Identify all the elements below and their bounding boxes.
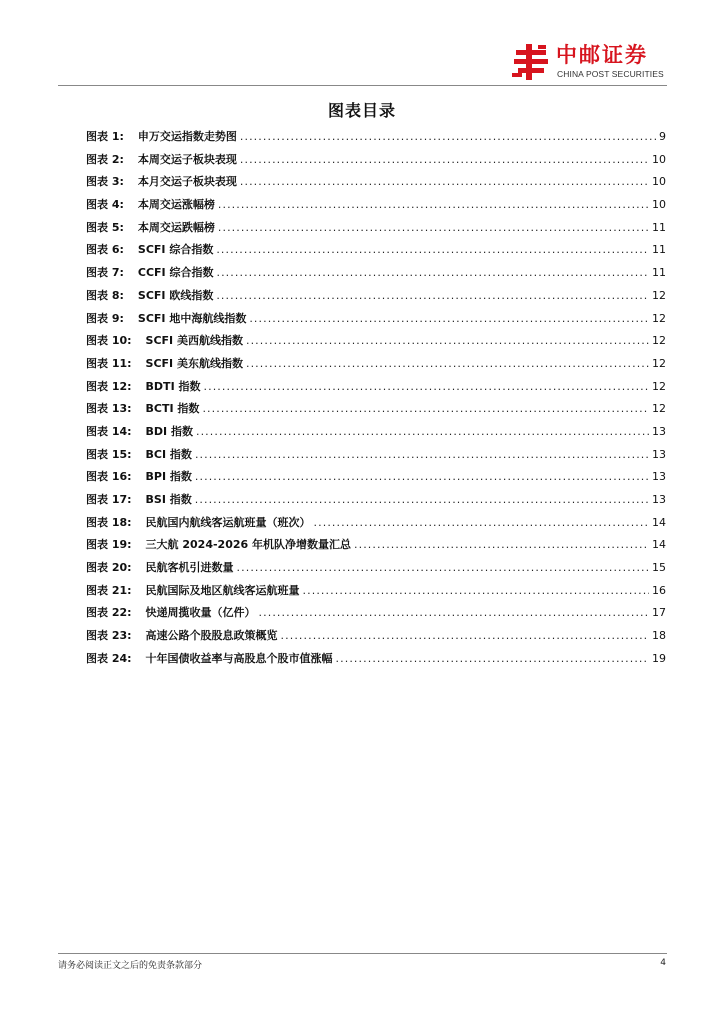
- toc-entry-title: 本周交运子板块表现: [137, 152, 237, 166]
- toc-dot-leader: [216, 243, 649, 256]
- toc-dot-leader: [202, 402, 649, 415]
- toc-entry-page: 11: [652, 220, 666, 234]
- toc-entry-label: 图表 24:: [86, 651, 132, 665]
- toc-entry[interactable]: [86, 536, 666, 559]
- toc-entry-title: BSI 指数: [145, 493, 192, 506]
- toc-entry-label: 图表 21:: [86, 583, 132, 597]
- header-divider: [58, 85, 667, 86]
- toc-entry[interactable]: [86, 173, 666, 196]
- toc-dot-leader: [240, 153, 649, 166]
- company-logo: [512, 42, 672, 82]
- toc-entry-title: 民航国内航线客运航班量（班次）: [145, 515, 311, 529]
- toc-entry-label: 图表 12:: [86, 379, 132, 393]
- toc-entry-label: 图表 1:: [86, 130, 124, 143]
- toc-entry-page: 13: [652, 424, 666, 438]
- toc-dot-leader: [196, 425, 649, 438]
- toc-entry-page: 19: [652, 651, 666, 665]
- toc-entry[interactable]: [86, 196, 666, 219]
- toc-entry-title: BPI 指数: [145, 470, 192, 484]
- toc-entry[interactable]: [86, 423, 666, 446]
- toc-entry[interactable]: [86, 219, 666, 242]
- toc-entry-page: 13: [652, 493, 666, 506]
- toc-entry[interactable]: [86, 400, 666, 423]
- toc-entry-title: 三大航 2024-2026 年机队净增数量汇总: [145, 538, 352, 552]
- toc-entry[interactable]: [86, 310, 666, 333]
- toc-entry-page: 14: [652, 538, 666, 552]
- china-post-logo-icon: [512, 42, 552, 82]
- toc-entry-label: 图表 9:: [86, 311, 124, 325]
- toc-entry[interactable]: [86, 559, 666, 582]
- toc-entry-page: 9: [659, 130, 666, 143]
- toc-dot-leader: [240, 175, 649, 188]
- toc-entry-page: 11: [652, 243, 666, 257]
- toc-dot-leader: [195, 448, 649, 461]
- toc-entry-page: 10: [652, 175, 666, 189]
- toc-entry-page: 10: [652, 152, 666, 166]
- toc-entry-title: 快递周揽收量（亿件）: [145, 606, 256, 620]
- toc-entry-page: 12: [652, 379, 666, 393]
- toc-entry-page: 13: [652, 447, 666, 461]
- toc-dot-leader: [336, 652, 649, 665]
- toc-entry[interactable]: [86, 287, 666, 310]
- footer-divider: [58, 953, 667, 954]
- toc-dot-leader: [218, 198, 649, 211]
- toc-entry-title: 高速公路个股股息政策概览: [145, 629, 278, 643]
- toc-dot-leader: [218, 221, 649, 234]
- toc-dot-leader: [249, 312, 649, 325]
- toc-entry-label: 图表 7:: [86, 266, 124, 280]
- toc-entry-label: 图表 10:: [86, 334, 132, 348]
- toc-dot-leader: [216, 289, 649, 302]
- toc-entry-label: 图表 22:: [86, 606, 132, 620]
- toc-entry-page: 11: [652, 266, 666, 280]
- toc-dot-leader: [246, 357, 649, 370]
- toc-entry-page: 12: [652, 402, 666, 416]
- toc-entry-title: SCFI 欧线指数: [137, 288, 214, 302]
- toc-entry-page: 12: [652, 356, 666, 370]
- toc-entry-page: 18: [652, 629, 666, 643]
- toc-entry-title: 十年国债收益率与高股息个股市值涨幅: [145, 651, 333, 665]
- toc-entry[interactable]: [86, 264, 666, 287]
- toc-entry-label: 图表 2:: [86, 152, 124, 166]
- toc-list: [86, 128, 666, 673]
- toc-entry[interactable]: [86, 355, 666, 378]
- toc-entry[interactable]: [86, 491, 666, 514]
- toc-entry-title: 本月交运子板块表现: [137, 175, 237, 189]
- toc-entry-title: SCFI 地中海航线指数: [137, 311, 247, 325]
- toc-entry-title: BDI 指数: [145, 424, 193, 438]
- toc-entry-title: SCFI 美东航线指数: [145, 356, 243, 370]
- toc-entry-label: 图表 16:: [86, 470, 132, 484]
- toc-entry-title: 申万交运指数走势图: [137, 130, 237, 143]
- toc-entry-label: 图表 8:: [86, 288, 124, 302]
- toc-dot-leader: [354, 538, 649, 551]
- toc-dot-leader: [240, 130, 656, 143]
- toc-entry[interactable]: [86, 241, 666, 264]
- toc-dot-leader: [303, 584, 649, 597]
- toc-entry[interactable]: [86, 604, 666, 627]
- toc-entry-title: BCTI 指数: [145, 402, 200, 416]
- toc-entry-label: 图表 17:: [86, 493, 132, 506]
- logo-english-name: CHINA POST SECURITIES: [557, 69, 664, 79]
- toc-entry[interactable]: [86, 650, 666, 673]
- toc-entry-title: 本周交运涨幅榜: [137, 198, 215, 212]
- toc-entry-page: 17: [652, 606, 666, 620]
- footer-disclaimer-note: 请务必阅读正文之后的免责条款部分: [58, 961, 203, 971]
- toc-entry-label: 图表 5:: [86, 220, 124, 234]
- toc-entry-label: 图表 20:: [86, 561, 132, 575]
- toc-entry-label: 图表 18:: [86, 515, 132, 529]
- toc-entry-page: 12: [652, 311, 666, 325]
- toc-entry[interactable]: [86, 582, 666, 605]
- toc-entry-title: 本周交运跌幅榜: [137, 220, 215, 234]
- toc-entry-title: 民航客机引进数量: [145, 561, 234, 575]
- toc-entry-page: 14: [652, 515, 666, 529]
- toc-entry-label: 图表 23:: [86, 629, 132, 643]
- toc-entry-page: 10: [652, 198, 666, 212]
- toc-dot-leader: [281, 629, 649, 642]
- toc-entry-page: 16: [652, 583, 666, 597]
- toc-dot-leader: [195, 493, 649, 506]
- toc-entry-label: 图表 3:: [86, 175, 124, 189]
- toc-entry-label: 图表 15:: [86, 447, 132, 461]
- toc-entry-page: 12: [652, 334, 666, 348]
- footer-page-number: 4: [660, 958, 666, 968]
- toc-entry-page: 13: [652, 470, 666, 484]
- toc-entry-label: 图表 19:: [86, 538, 132, 552]
- toc-dot-leader: [237, 561, 649, 574]
- page-header: [0, 0, 724, 86]
- toc-entry[interactable]: [86, 514, 666, 537]
- toc-entry[interactable]: [86, 332, 666, 355]
- toc-entry-title: 民航国际及地区航线客运航班量: [145, 583, 300, 597]
- toc-entry[interactable]: [86, 627, 666, 650]
- logo-chinese-name: 中邮证券: [556, 43, 648, 67]
- toc-entry-title: SCFI 美西航线指数: [145, 334, 243, 348]
- toc-entry-page: 12: [652, 288, 666, 302]
- toc-dot-leader: [216, 266, 649, 279]
- toc-entry-title: SCFI 综合指数: [137, 243, 214, 257]
- toc-dot-leader: [195, 470, 649, 483]
- toc-entry-page: 15: [652, 561, 666, 575]
- toc-dot-leader: [314, 516, 649, 529]
- toc-dot-leader: [259, 606, 649, 619]
- toc-entry-title: BDTI 指数: [145, 379, 201, 393]
- toc-entry[interactable]: [86, 151, 666, 174]
- toc-entry[interactable]: [86, 128, 666, 151]
- toc-dot-leader: [246, 334, 649, 347]
- toc-entry-label: 图表 6:: [86, 243, 124, 257]
- toc-entry-label: 图表 4:: [86, 198, 124, 212]
- toc-entry-title: BCI 指数: [145, 447, 192, 461]
- toc-entry[interactable]: [86, 378, 666, 401]
- toc-entry-title: CCFI 综合指数: [137, 266, 214, 280]
- toc-entry-label: 图表 14:: [86, 424, 132, 438]
- toc-entry[interactable]: [86, 446, 666, 469]
- toc-dot-leader: [204, 380, 650, 393]
- toc-entry-label: 图表 11:: [86, 356, 132, 370]
- toc-entry-label: 图表 13:: [86, 402, 132, 416]
- toc-entry[interactable]: [86, 468, 666, 491]
- toc-title: 图表目录: [327, 101, 396, 120]
